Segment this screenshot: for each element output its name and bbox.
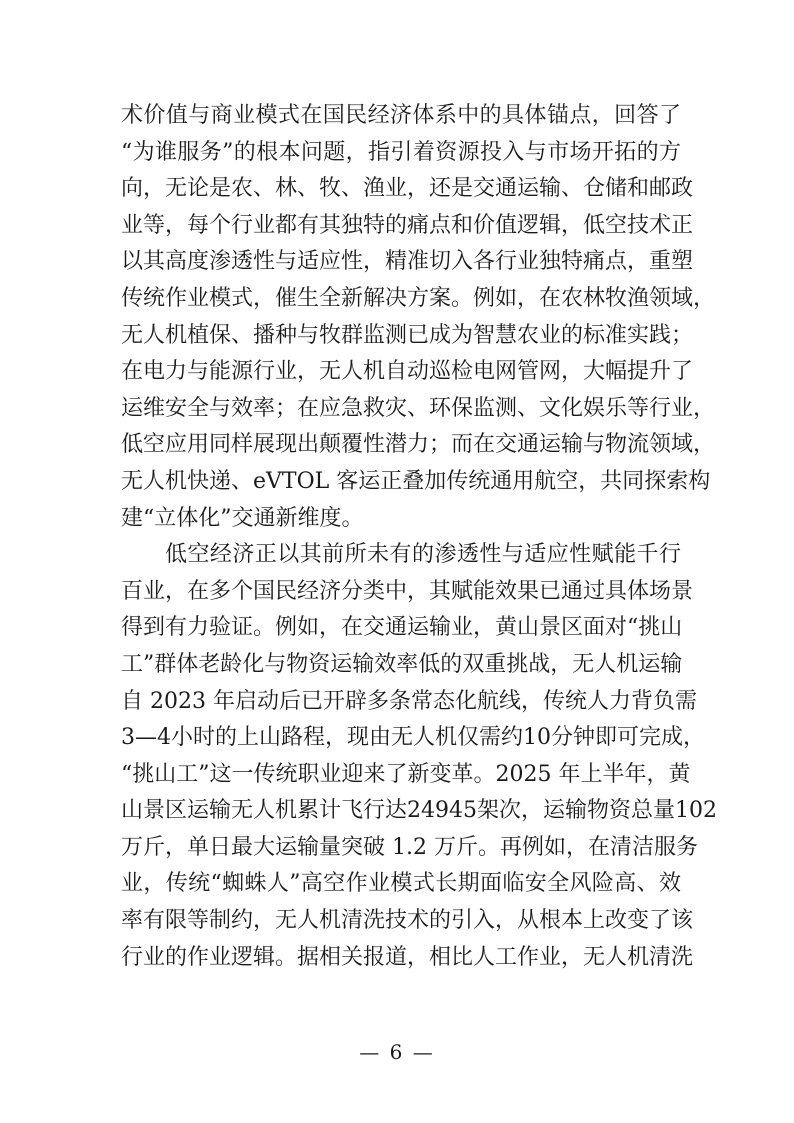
paragraph-line: 在电力与能源行业，无人机自动巡检电网管网，大幅提升了	[121, 359, 694, 385]
paragraph-line: 得到有力验证。例如，在交通运输业，黄山景区面对“挑山	[121, 615, 683, 641]
page-number: — 6 —	[359, 1040, 435, 1064]
paragraph-line: 行业的作业逻辑。据相关报道，相比人工作业，无人机清洗	[121, 944, 694, 970]
paragraph-line: 运维安全与效率；在应急救灾、环保监测、文化娱乐等行业，	[121, 395, 716, 421]
paragraph-2	[121, 537, 717, 976]
paragraph-line: “挑山工”这一传统职业迎来了新变革。2025 年上半年，黄	[121, 761, 691, 787]
paragraph-line: 无人机快递、eVTOL 客运正叠加传统通用航空，共同探索构	[121, 468, 711, 494]
paragraph-line: 建“立体化”交通新维度。	[121, 505, 364, 531]
paragraph-1	[121, 98, 716, 537]
paragraph-line: 百业，在多个国民经济分类中，其赋能效果已通过具体场景	[121, 578, 694, 604]
paragraph-line: 传统作业模式，催生全新解决方案。例如，在农林牧渔领域，	[121, 285, 716, 311]
paragraph-line: 万斤，单日最大运输量突破 1.2 万斤。再例如，在清洁服务	[121, 834, 698, 860]
paragraph-line: 以其高度渗透性与适应性，精准切入各行业独特痛点，重塑	[121, 249, 694, 275]
paragraph-line: 业等，每个行业都有其独特的痛点和价值逻辑，低空技术正	[121, 212, 694, 238]
paragraph-line: 低空经济正以其前所未有的渗透性与适应性赋能千行	[165, 542, 681, 568]
paragraph-line: 术价值与商业模式在国民经济体系中的具体锚点，回答了	[121, 103, 681, 128]
paragraph-line: 业，传统“蜘蛛人”高空作业模式长期面临安全风险高、效	[121, 871, 681, 897]
paragraph-line: 3—4小时的上山路程，现由无人机仅需约10分钟即可完成，	[121, 725, 705, 751]
body-text	[121, 98, 717, 976]
paragraph-line: 低空应用同样展现出颠覆性潜力；而在交通运输与物流领域，	[121, 432, 716, 458]
paragraph-line: 工”群体老龄化与物资运输效率低的双重挑战，无人机运输	[121, 651, 683, 677]
paragraph-line: 无人机植保、播种与牧群监测已成为智慧农业的标准实践；	[121, 322, 694, 348]
paragraph-line: 率有限等制约，无人机清洗技术的引入，从根本上改变了该	[121, 908, 694, 934]
paragraph-line: “为谁服务”的根本问题，指引着资源投入与市场开拓的方	[121, 139, 681, 165]
paragraph-line: 向，无论是农、林、牧、渔业，还是交通运输、仓储和邮政	[121, 176, 694, 202]
paragraph-line: 自 2023 年启动后已开辟多条常态化航线，传统人力背负需	[121, 688, 697, 714]
paragraph-line: 山景区运输无人机累计飞行达24945架次，运输物资总量102	[121, 798, 717, 824]
